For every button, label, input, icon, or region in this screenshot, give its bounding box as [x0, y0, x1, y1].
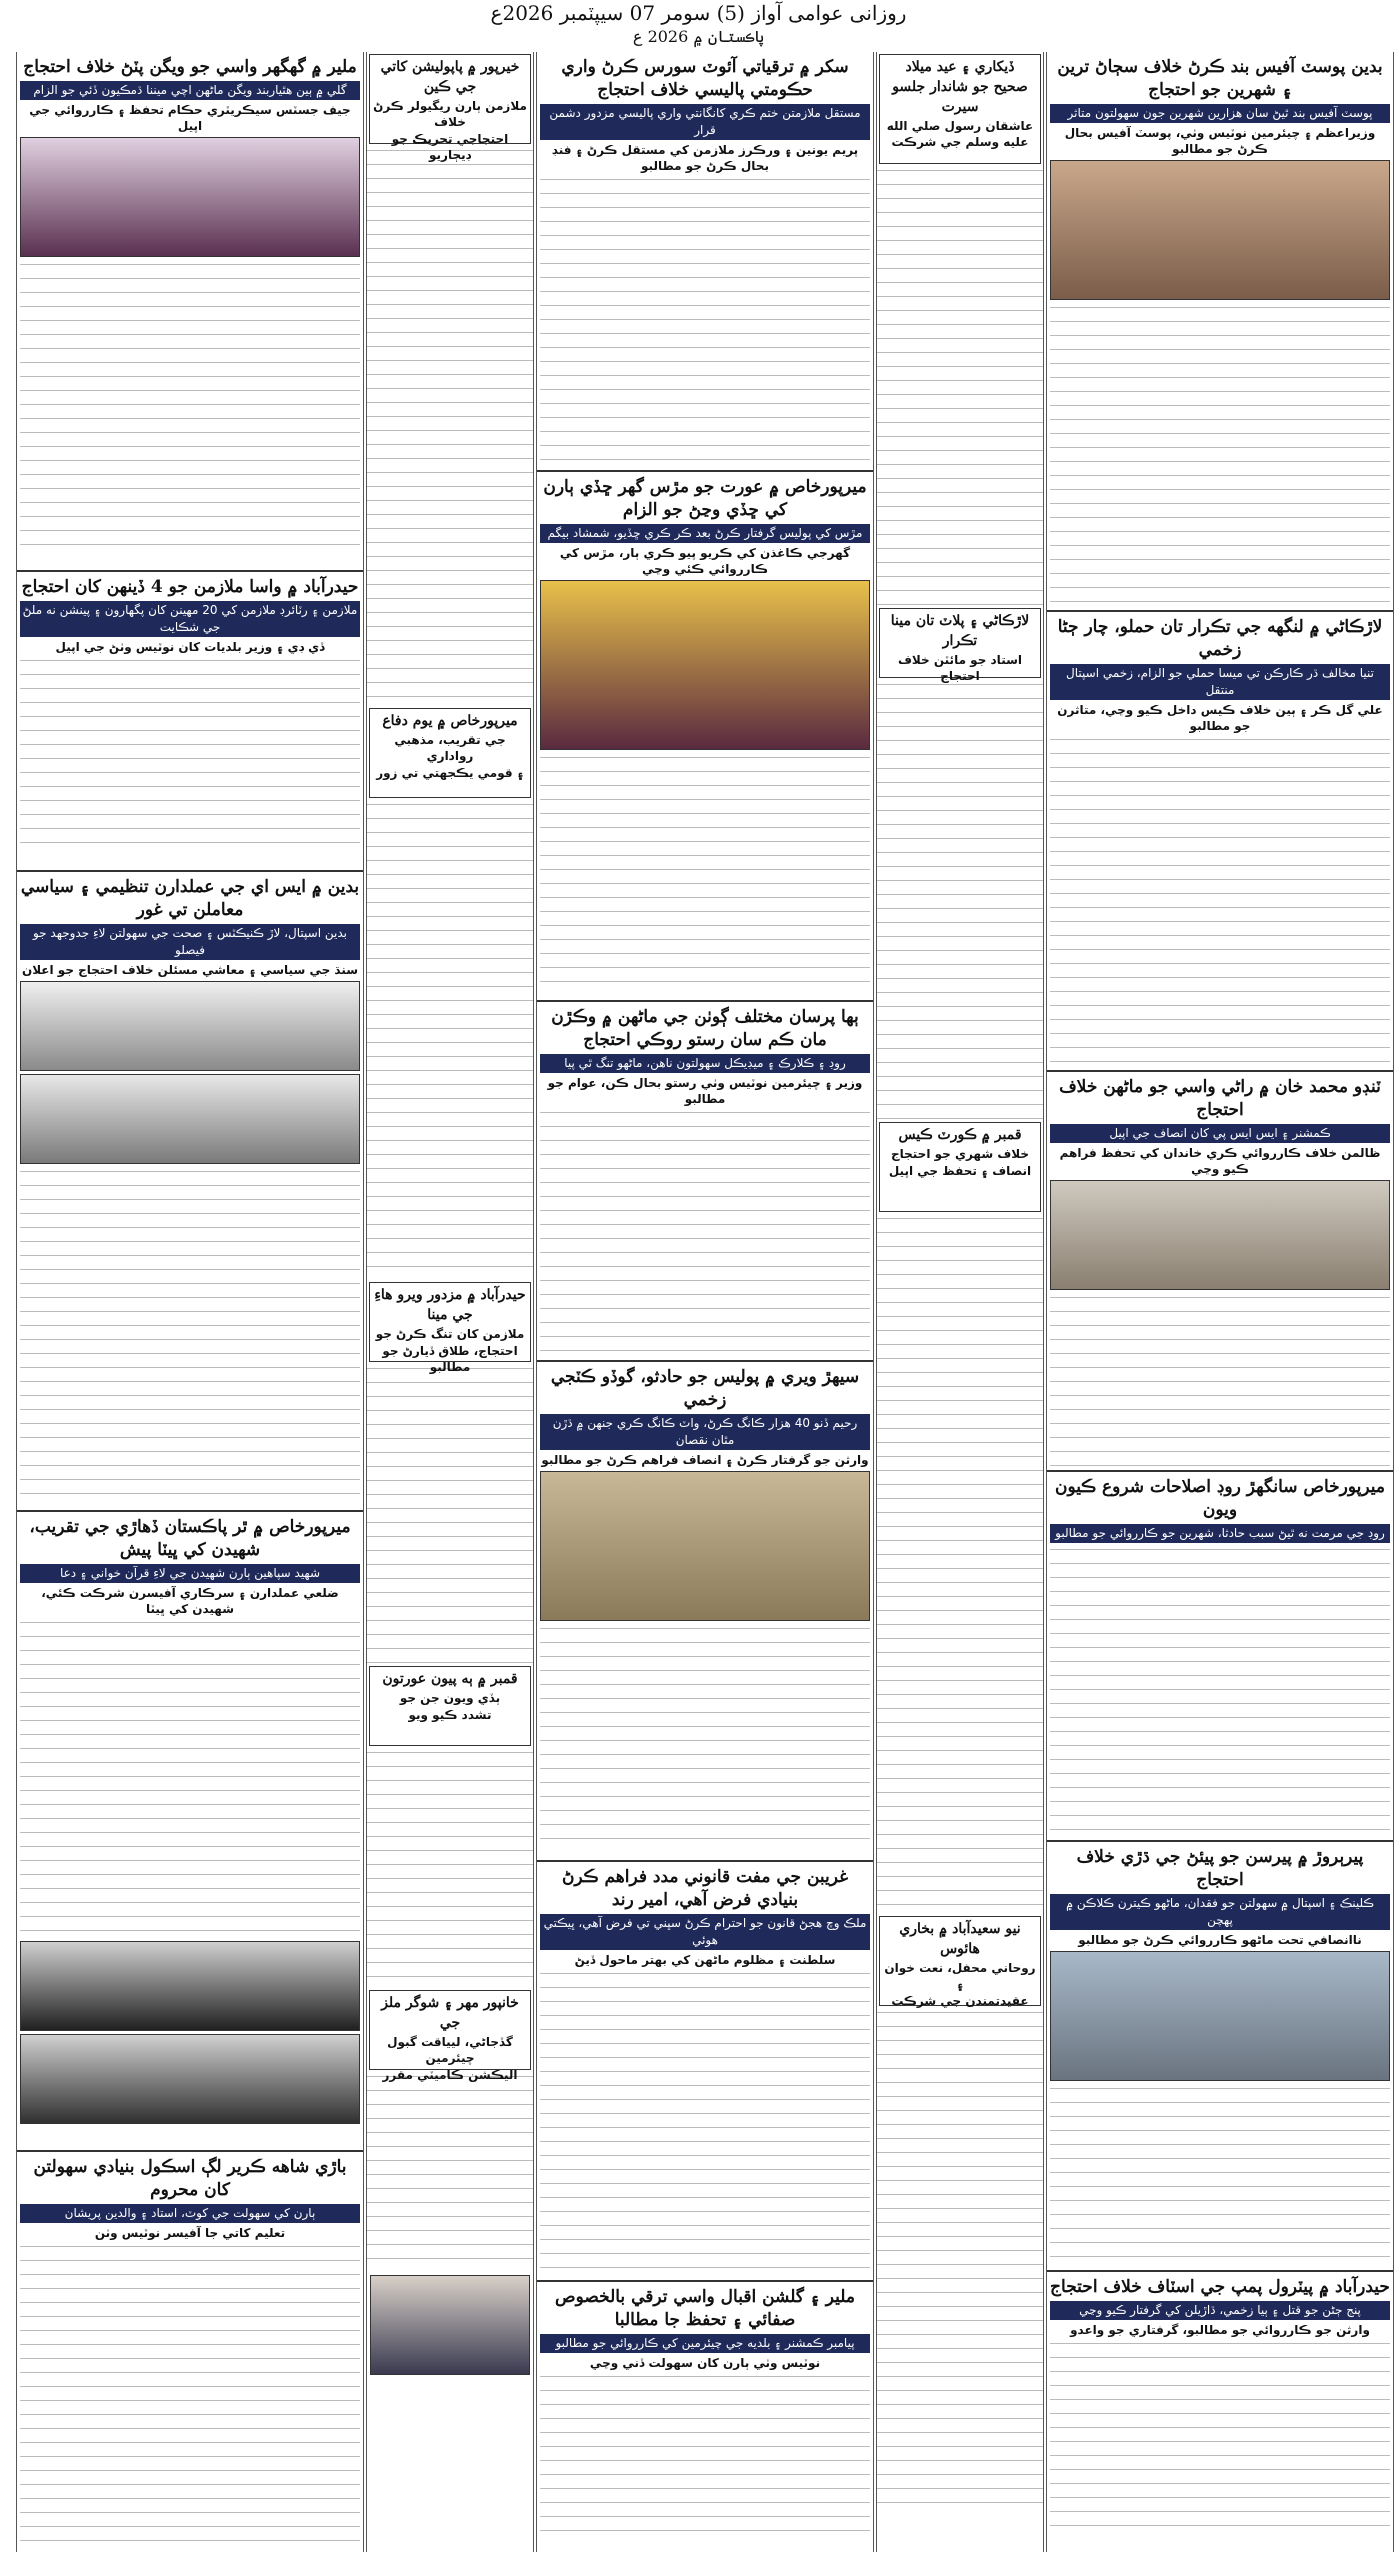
story-deck: نوٽيس وٺي ٻارن کان سهولت ڏني وڃي: [589, 2356, 821, 2370]
story-subheadline: ڪلينڪ ۽ اسپتال ۾ سهولتن جو فقدان، ماڻهو ڪيترن ڪلاڪن ۾ پهچن: [1050, 1894, 1390, 1930]
photo: [1050, 1180, 1390, 1290]
photo: [20, 1074, 360, 1164]
box-story: [369, 1990, 531, 2082]
story-subheadline: روڊ ۽ ڪلارڪ ۽ ميڊيڪل سهولتون ناهن، ماڻهو تنگ ٿي پيا: [540, 1054, 870, 1073]
story-deck: ضلعي عملدارن ۽ سرڪاري آفيسرن شرڪت ڪئي، شهيدن کي ڀيٽا: [41, 1586, 339, 1616]
box-line: ملازمن ٻارن ريگيولر ڪرڻ خلاف: [373, 99, 527, 129]
box-line: خيرپور ۾ پاپولیشن کاتي جي ڪين: [380, 59, 520, 95]
story: [1047, 52, 1393, 612]
story-body: [540, 2372, 870, 2542]
story-subheadline: شهيد سپاهين ٻارن شهيدن جي لاءِ قرآن خواني ۽ دعا: [20, 1564, 360, 1583]
column-3: [536, 52, 874, 2552]
story: [537, 472, 873, 1002]
story-deck: گهرجي ڪاغذن کي ڪريو پيو ڪري ٻار، مڙس کي ڪارروائي ڪئي وڃي: [559, 546, 851, 576]
story-deck: سنڌ جي سياسي ۽ معاشي مسئلن خلاف احتجاج جو اعلان: [21, 963, 359, 977]
story-headline: پيرٻروڙ ۾ پيرسن جو پيئڻ جي ڌڙي خلاف احتجاج: [1076, 1847, 1364, 1890]
story-headline: ملير ۽ گلشن اقبال واسي ترقي بالخصوص صفائي ۽ تحفظ جا مطالبا: [555, 2287, 855, 2330]
box-line: ملازمن کان تنگ ڪرڻ جو: [375, 1327, 525, 1341]
story-deck: سلطنت ۽ مظلوم ماڻهن کي بهتر ماحول ڏيڻ: [574, 1953, 836, 1967]
story-headline: ٽنڊو محمد خان ۾ راڻي واسي جو ماڻهن خلاف احتجاج: [1059, 1077, 1381, 1120]
story: [1047, 1072, 1393, 1472]
story-deck: جيف جسٽس سيڪريٽري حڪام تحفظ ۽ ڪارروائي جي اپيل: [29, 103, 351, 133]
story-subheadline: ملازمن ۽ رٽائرڊ ملازمن کي 20 مهينن کان پگهارون ۽ پينشن نه ملڻ جي شڪايت: [20, 601, 360, 637]
story-subheadline: ڪمشنر ۽ ايس ايس پي کان انصاف جي اپيل: [1050, 1124, 1390, 1143]
story-deck: وزيراعظم ۽ چيئرمين نوٽيس وٺي، پوسٽ آفيس بحال ڪرڻ جو مطالبو: [1064, 126, 1376, 156]
photo: [1050, 1951, 1390, 2081]
story-body: [367, 146, 533, 706]
story-deck: ظالمن خلاف ڪارروائي ڪري خاندان کي تحفظ فراهم ڪيو وڃي: [1059, 1146, 1381, 1176]
story-body: [367, 1748, 533, 1988]
story-subheadline: ملڪ وچ هجڻ قانون جو احترام ڪرڻ سڀني تي فرض آهي، ڀيڪتي هوئي: [540, 1914, 870, 1950]
story-deck: تعليم کاتي جا آفيسر نوٽيس وٺن: [94, 2226, 286, 2240]
box-line: خلاف شهري جو احتجاج: [890, 1147, 1030, 1161]
story-headline: ميرپورخاص ۾ ٿر پاڪستان ڏهاڙي جي تقريب، شهيدن کي ڀيٽا پيش: [29, 1517, 351, 1560]
story-body: [877, 1214, 1043, 1914]
box-line: خانپور مهر ۽ شوگر ملز جي: [381, 1995, 519, 2031]
story: [537, 1362, 873, 1862]
box-line: قمبر ۾ ٻه پيون عورتون: [382, 1671, 518, 1687]
story-subheadline: مستقل ملازمتن ختم ڪري کانگانتي واري پاليسي مزدور دشمن قرار: [540, 104, 870, 140]
box-story: [369, 708, 531, 798]
photo: [540, 580, 870, 750]
box-line: ٻڏي ويون جن جو: [399, 1691, 501, 1705]
photo: [370, 2275, 530, 2375]
box-line: صحيح جو شاندار جلسو سيرت: [892, 79, 1028, 115]
story: [17, 1512, 363, 2152]
story-headline: غريبن جي مفت قانوني مدد فراهم ڪرڻ بنيادي فرض آهي، امير رند: [561, 1867, 849, 1910]
box-line: جي تقريب، مذهبي رواداري: [394, 733, 506, 763]
masthead-date-line: روزانی عوامی آواز (5) سومر 07 سيپٽمبر 2026ع: [490, 1, 907, 25]
column-2: [876, 52, 1044, 2552]
box-line: ڏيکاري ۽ عيد ميلاد: [905, 59, 1015, 75]
photo: [20, 1941, 360, 2031]
story-body: [20, 260, 360, 550]
story: [1047, 612, 1393, 1072]
story-headline: سکر ۾ ترقياتي آئوٽ سورس ڪرڻ واري حڪومتي پاليسي خلاف احتجاج: [561, 57, 849, 100]
story-headline: ميرپورخاص ۾ عورت جو مڙس گهر ڇڏي ٻارن کي ڇڏي وڃڻ جو الزام: [543, 477, 867, 520]
story-body: [20, 656, 360, 856]
story-deck: ڏي ڊي ۽ وزير بلديات کان نوٽيس وٺڻ جي اپيل: [55, 640, 325, 654]
box-line: احتجاج، طلاق ڏيارڻ جو مطالبو: [382, 1344, 518, 1374]
box-story: [879, 54, 1041, 164]
story-body: [540, 1969, 870, 2282]
story-subheadline: پيامبر ڪمشنر ۽ بلديه جي چيئرمين کي ڪارروائي جو مطالبو: [540, 2334, 870, 2353]
box-line: روحاني محفل، نعت خوان ۽: [884, 1961, 1036, 1991]
box-line: احتجاجي تحريڪ جو ڊيڄاريو: [391, 132, 509, 162]
story-subheadline: پوسٽ آفيس بند ٿيڻ سان هزارين شهرين جون سهولتون متاثر: [1050, 104, 1390, 123]
story-body: [367, 2072, 533, 2272]
box-line: ميرپورخاص ۾ يوم دفاع: [382, 713, 518, 729]
story: [537, 52, 873, 472]
story-body: [877, 2008, 1043, 2508]
story-body: [367, 800, 533, 1280]
story-body: [540, 1108, 870, 1362]
story-deck: پريم يونين ۽ ورڪرز ملازمن کي مستقل ڪرڻ ۽ فنڊ بحال ڪرڻ جو مطالبو: [551, 143, 859, 173]
story-body: [877, 680, 1043, 1120]
story-headline: ٻها پرسان مختلف ڳوٺن جي ماڻهن ۾ وڪڙن مان ڪم سان رستو روڪي احتجاج: [551, 1007, 859, 1050]
box-line: اليڪشن ڪاميٽي مقرر: [382, 2068, 518, 2082]
story-headline: حيدرآباد ۾ واسا ملازمن جو 4 ڏينهن کان احتجاج: [21, 577, 359, 597]
story-body: [20, 2242, 360, 2542]
box-line: لاڙڪاڻي ۽ پلاٽ تان مينا تڪرار: [890, 613, 1030, 649]
story-body: [877, 166, 1043, 606]
story-headline: ملير ۾ گهگهر واسي جو ويگن پٽڻ خلاف احتجاج: [23, 57, 357, 77]
story-body: [20, 1618, 360, 1938]
box-line: عاشقان رسول صلي الله عليه وسلم جي شرڪت: [886, 119, 1034, 149]
photo: [20, 2034, 360, 2124]
story-body: [1050, 735, 1390, 1072]
story-body: [540, 175, 870, 472]
story-subheadline: گلي ۾ ٻين هٿياربند ويگن ماڻهن اچي ميننا ڌمڪيون ڏئي جو الزام: [20, 81, 360, 100]
story-subheadline: ٻارن کي سهولت جي کوٽ، استاد ۽ والدين پريشان: [20, 2204, 360, 2223]
column-1: [1046, 52, 1394, 2552]
story-deck: علي گل ڪر ۽ ٻين خلاف ڪيس داخل ڪيو وڃي، متاثرن جو مطالبو: [1057, 703, 1383, 733]
box-line: تشدد ڪيو ويو: [408, 1708, 492, 1722]
box-line: انصاف ۽ تحفظ جي اپيل: [888, 1164, 1032, 1178]
story: [17, 52, 363, 572]
story-subheadline: بدين اسپتال، لاڙ ڪنيڪٽس ۽ صحت جي سهولتن لاءِ جدوجهد جو فيصلو: [20, 924, 360, 960]
box-line: حيدرآباد ۾ مزدور ويرو هاءِ جي مينا: [374, 1287, 526, 1323]
box-story: [369, 54, 531, 162]
story-deck: ناانصافي تحت ماڻهو ڪارروائي ڪرڻ جو مطالبو: [1078, 1933, 1362, 1947]
column-5: [16, 52, 364, 2552]
box-story: [879, 608, 1041, 683]
story-headline: لاڙڪاڻي ۾ لنگهه جي تڪرار تان حملو، چار ڄڻا زخمي: [1057, 617, 1383, 660]
story-deck: وارثن جو ڪارروائي جو مطالبو، گرفتاري جو واعدو: [1070, 2323, 1370, 2337]
box-story: [369, 1282, 531, 1374]
story-body: [1050, 1545, 1390, 1835]
story-headline: بدين پوسٽ آفيس بند ڪرڻ خلاف سڄاڻ ترين ۽ شهرين جو احتجاج: [1057, 57, 1383, 100]
box-story: [369, 1666, 531, 1746]
box-line: نيو سعيدآباد ۾ بخاري هائوس: [899, 1921, 1021, 1957]
box-line: عقيدتمندن جي شرڪت: [891, 1994, 1029, 2008]
story-deck: وزير ۽ چيئرمين نوٽيس وٺي رستو بحال ڪن، عوام جو مطالبو: [547, 1076, 863, 1106]
box-line: استاد جو مائٽن خلاف احتجاج: [897, 653, 1023, 683]
story: [1047, 1842, 1393, 2272]
masthead: [0, 0, 1397, 52]
story-body: [1050, 2339, 1390, 2529]
story: [1047, 1472, 1393, 1842]
story: [17, 872, 363, 1512]
box-line: قمبر ۾ ڪورٽ ڪيس: [898, 1127, 1022, 1143]
story-body: [367, 1364, 533, 1664]
box-line: گڏجاڻي، ليياقت گبول چيئرمين: [387, 2035, 513, 2065]
story: [537, 1862, 873, 2282]
story-headline: باڙي شاهه ڪرير لڳ اسڪول بنيادي سهولتن کان محروم: [33, 2157, 347, 2200]
story-body: [540, 1624, 870, 1844]
column-4: [366, 52, 534, 2552]
box-story: [879, 1916, 1041, 2006]
story-headline: ميرپورخاص سانگهڙ روڊ اصلاحات شروع ڪيون ويون: [1054, 1477, 1386, 1520]
story: [537, 2282, 873, 2552]
story-body: [20, 1167, 360, 1497]
story-headline: سيهڙ ويري ۾ پوليس جو حادثو، گوڏو ڪٽجي زخمي: [550, 1367, 860, 1410]
story-deck: وارثن جو گرفتار ڪرڻ ۽ انصاف فراهم ڪرڻ جو مطالبو: [541, 1453, 869, 1467]
story-subheadline: مڙس کي پوليس گرفتار ڪرڻ بعد ڪر ڪري ڇڏيو، شمشاد بيگم: [540, 524, 870, 543]
story: [17, 2152, 363, 2552]
story: [17, 572, 363, 872]
story-subheadline: تنيا مخالف ڌر ڪارڪن تي ميسا حملي جو الزام، زخمي اسپتال منتقل: [1050, 664, 1390, 700]
story-subheadline: پنج ڄڻن جو قتل ۽ ٻيا زخمي، ڌاڙيلن کي گرفتار ڪيو وڃي: [1050, 2301, 1390, 2320]
story-headline: بدين ۾ ايس اي جي عملدارن تنظيمي ۽ سياسي معاملن تي غور: [20, 877, 360, 920]
photo: [1050, 160, 1390, 300]
story-headline: حيدرآباد ۾ پيٽرول پمپ جي اسٽاف خلاف احتجاج: [1050, 2277, 1390, 2297]
story-subheadline: روڊ جي مرمت نه ٿيڻ سبب حادثا، شهرين جو ڪارروائي جو مطالبو: [1050, 1524, 1390, 1543]
story-body: [1050, 303, 1390, 612]
story: [1047, 2272, 1393, 2552]
photo: [540, 1471, 870, 1621]
photo: [20, 981, 360, 1071]
story: [537, 1002, 873, 1362]
photo: [20, 137, 360, 257]
box-line: ۽ قومي يڪجهتي تي زور: [376, 766, 524, 780]
box-story: [879, 1122, 1041, 1212]
masthead-subline: پاڪستان ۾ 2026 ع: [632, 27, 765, 46]
story-subheadline: رحيم ڏنو 40 هزار ڪانگ ڪرڻ، واٽ ڪانگ ڪري جنهن ۾ ڌڙن مٿان نقصان: [540, 1414, 870, 1450]
story-body: [1050, 1293, 1390, 1472]
story-body: [540, 753, 870, 983]
story-body: [1050, 2084, 1390, 2272]
